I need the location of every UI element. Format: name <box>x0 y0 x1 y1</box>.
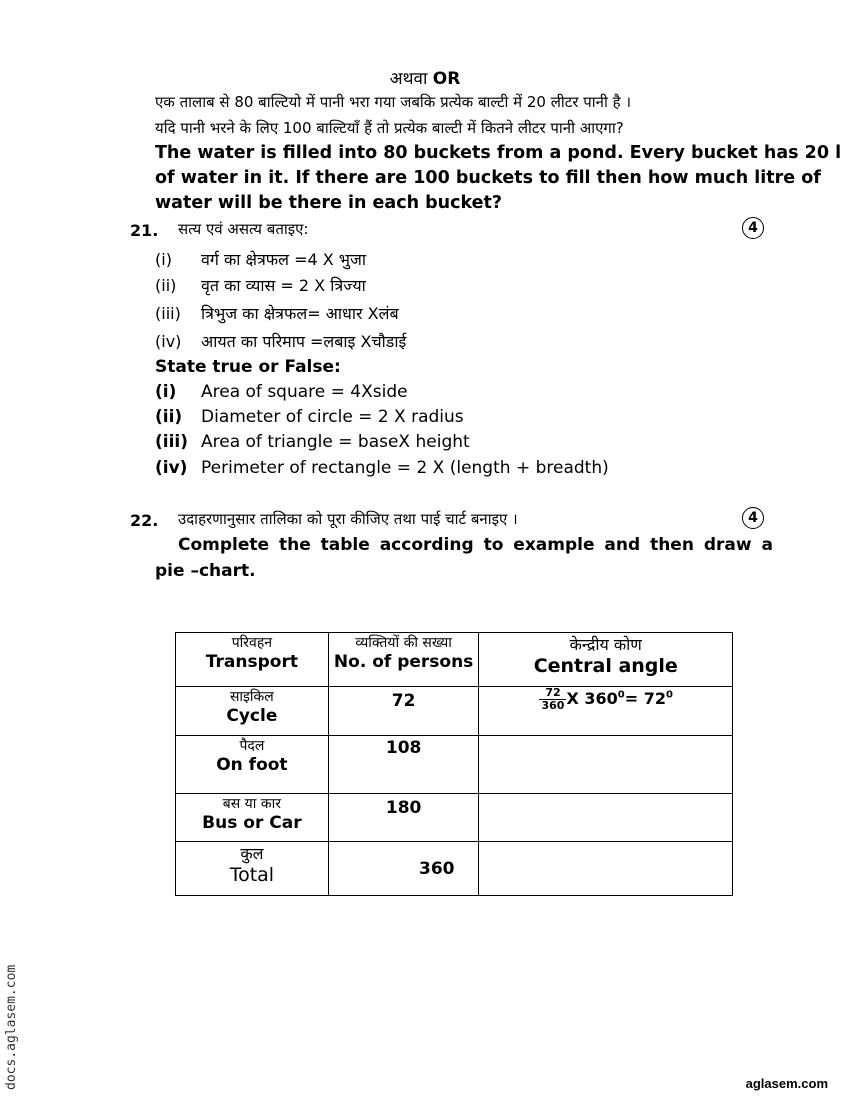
item-text: आयत का परिमाप =लबाइ Xचौडाई <box>201 332 407 351</box>
item-roman: (iii) <box>155 304 181 323</box>
q21-hindi-item-1 <box>155 248 366 270</box>
header-hindi: केन्द्रीय कोण <box>569 635 642 654</box>
header-hindi: व्यक्तियों की सख्या <box>355 635 452 651</box>
q22-number: 22. <box>130 511 159 530</box>
cell-transport <box>176 736 329 794</box>
cell-english: On foot <box>216 755 288 775</box>
header-english: Transport <box>205 652 298 672</box>
item-roman: (iv) <box>155 332 182 351</box>
angle-multiplier: X 360 <box>566 689 618 708</box>
fraction-denominator: 360 <box>541 699 565 712</box>
or-question-hindi-line-1: एक तालाब से 80 बाल्टियो में पानी भरा गया जबकि प्रत्येक बाल्टी में 20 लीटर पानी है । <box>155 93 632 111</box>
cell-persons <box>328 687 479 736</box>
cell-transport <box>176 687 329 736</box>
or-heading-hindi: अथवा <box>389 69 428 89</box>
item-roman: (ii) <box>155 407 183 427</box>
header-transport <box>176 633 329 687</box>
table-row <box>176 687 733 736</box>
or-heading-english: OR <box>432 69 461 89</box>
cell-persons <box>328 842 479 896</box>
cell-english: Total <box>229 864 275 886</box>
q21-number: 21. <box>130 221 159 240</box>
transport-table <box>175 632 733 896</box>
q21-english-item-3 <box>155 432 470 452</box>
item-roman: (ii) <box>155 276 177 295</box>
cell-english: Cycle <box>226 706 278 726</box>
fraction-numerator: 72 <box>539 687 566 700</box>
q21-marks: 4 <box>742 217 764 239</box>
table-row-total <box>176 842 733 896</box>
item-roman: (iii) <box>155 432 189 452</box>
degree-sup: 0 <box>665 689 673 701</box>
q21-hindi-item-4 <box>155 330 406 352</box>
cell-hindi: पैदल <box>239 738 265 754</box>
or-question-english-line-3: water will be there in each bucket? <box>155 193 503 213</box>
q21-english-item-4 <box>155 458 609 478</box>
cell-english: Bus or Car <box>202 813 302 833</box>
cell-angle <box>479 687 733 736</box>
cell-persons-value: 360 <box>418 858 455 879</box>
cell-hindi: कुल <box>240 844 264 863</box>
cell-hindi: बस या कार <box>222 796 281 812</box>
cell-persons <box>328 794 479 842</box>
q21-hindi-prompt: सत्य एवं असत्य बताइए: <box>178 220 309 238</box>
header-persons <box>328 633 479 687</box>
cell-angle-empty <box>479 736 733 794</box>
header-english: No. of persons <box>333 652 474 672</box>
q21-hindi-item-3 <box>155 302 399 324</box>
angle-fraction <box>539 687 566 712</box>
item-roman: (i) <box>155 382 177 402</box>
q22-english-line-1: Complete the table according to example and then draw a <box>178 535 773 555</box>
q22-hindi-prompt: उदाहरणानुसार तालिका को पूरा कीजिए तथा पाई चार्ट बनाइए । <box>178 510 518 528</box>
cell-transport <box>176 794 329 842</box>
item-roman: (i) <box>155 250 172 269</box>
item-text: वृत का व्यास = 2 X त्रिज्या <box>201 276 366 295</box>
q21-english-prompt: State true or False: <box>155 357 341 377</box>
item-text: वर्ग का क्षेत्रफल =4 X भुजा <box>201 250 367 269</box>
angle-formula <box>566 689 673 708</box>
or-question-english-line-2: of water in it. If there are 100 buckets to fill then how much litre of <box>155 168 821 188</box>
header-english: Central angle <box>533 655 678 677</box>
degree-sup: 0 <box>617 689 625 701</box>
q21-english-item-2 <box>155 407 464 427</box>
item-text: त्रिभुज का क्षेत्रफल= आधार Xलंब <box>201 304 399 323</box>
or-question-hindi-line-2: यदि पानी भरने के लिए 100 बाल्टियाँ हैं तो प्रत्येक बाल्टी में कितने लीटर पानी आएगा? <box>155 119 624 137</box>
angle-result: = 72 <box>624 689 666 708</box>
cell-hindi: साइकिल <box>229 689 274 705</box>
cell-persons-value: 180 <box>385 798 422 818</box>
item-text: Area of square = 4Xside <box>201 382 408 402</box>
cell-transport <box>176 842 329 896</box>
cell-persons-value: 108 <box>385 738 422 758</box>
item-text: Diameter of circle = 2 X radius <box>201 407 464 427</box>
table-row <box>176 736 733 794</box>
q21-english-item-1 <box>155 382 408 402</box>
cell-persons-value: 72 <box>391 691 416 711</box>
cell-angle-empty <box>479 842 733 896</box>
item-text: Perimeter of rectangle = 2 X (length + breadth) <box>201 458 609 478</box>
table-row <box>176 794 733 842</box>
footer-link[interactable]: aglasem.com <box>745 1076 828 1091</box>
header-hindi: परिवहन <box>231 635 273 651</box>
header-angle <box>479 633 733 687</box>
q21-hindi-item-2 <box>155 274 366 296</box>
q22-marks: 4 <box>742 507 764 529</box>
or-heading <box>0 66 850 89</box>
item-roman: (iv) <box>155 458 188 478</box>
cell-angle-empty <box>479 794 733 842</box>
cell-persons <box>328 736 479 794</box>
item-text: Area of triangle = baseX height <box>201 432 470 452</box>
q22-english-line-2: pie –chart. <box>155 561 256 581</box>
table-header-row <box>176 633 733 687</box>
watermark: docs.aglasem.com <box>4 964 19 1090</box>
or-question-english-line-1: The water is filled into 80 buckets from a pond. Every bucket has 20 l <box>155 143 842 163</box>
